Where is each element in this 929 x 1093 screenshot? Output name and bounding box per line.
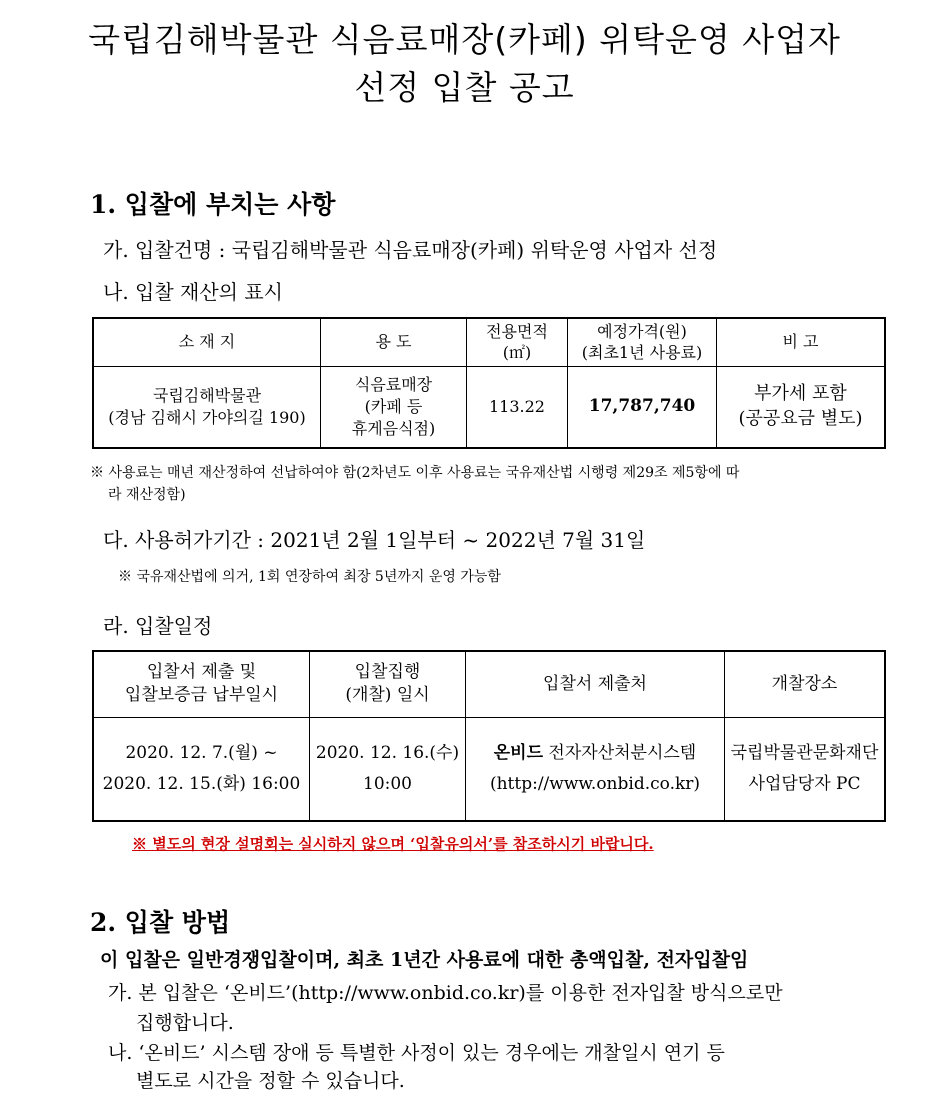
header-submission-line2: 입찰보증금 납부일시 xyxy=(124,685,279,706)
cell-destination xyxy=(466,717,725,821)
place-line1: 국립박물관문화재단 xyxy=(730,742,879,763)
page-title-line1: 국립김해박물관 식음료매장(카페) 위탁운영 사업자 xyxy=(88,20,841,59)
place-line2: 사업담당자 PC xyxy=(748,773,861,794)
schedule-table xyxy=(92,650,886,822)
property-table xyxy=(92,317,886,449)
header-price xyxy=(568,318,717,366)
header-note: 비 고 xyxy=(717,318,886,366)
cell-opening xyxy=(310,717,466,821)
section2-na-line2: 별도로 시간을 정할 수 있습니다. xyxy=(136,1070,405,1092)
onbid-url: (http://www.onbid.co.kr) xyxy=(489,773,701,794)
header-place: 개찰장소 xyxy=(725,651,886,717)
header-submission xyxy=(93,651,310,717)
header-area-unit: (㎡) xyxy=(502,343,532,363)
section2-ga-line2: 집행합니다. xyxy=(136,1012,234,1034)
red-notice: ※ 별도의 현장 설명회는 실시하지 않으며 ‘입찰유의서’를 참조하시기 바랍니다. xyxy=(132,835,654,853)
section2-bold-line: 이 입찰은 일반경쟁입찰이며, 최초 1년간 사용료에 대한 총액입찰, 전자입찰임 xyxy=(100,949,749,971)
item-ra: 라. 입찰일정 xyxy=(103,614,213,638)
item-da: 다. 사용허가기간 : 2021년 2월 1일부터 ~ 2022년 7월 31일 xyxy=(103,528,646,552)
cell-place xyxy=(725,717,886,821)
header-opening-line2: (개찰) 일시 xyxy=(345,685,430,706)
submission-end: 2020. 12. 15.(화) 16:00 xyxy=(102,773,301,794)
onbid-name: 온비드 xyxy=(493,742,544,763)
cell-use xyxy=(321,366,467,448)
cell-price: 17,787,740 xyxy=(568,366,717,448)
use-line3: 휴게음식점) xyxy=(351,418,436,438)
use-line1: 식음료매장 xyxy=(354,375,433,395)
opening-time: 10:00 xyxy=(363,773,412,794)
header-opening xyxy=(310,651,466,717)
header-area xyxy=(467,318,568,366)
note-line2: (공공요금 별도) xyxy=(738,407,863,429)
note1-line2: 라 재산정함) xyxy=(108,487,186,503)
item-ga: 가. 입찰건명 : 국립김해박물관 식음료매장(카페) 위탁운영 사업자 선정 xyxy=(103,238,718,262)
use-line2: (카페 등 xyxy=(364,396,423,416)
cell-location xyxy=(93,366,321,448)
submission-start: 2020. 12. 7.(월) ~ xyxy=(125,742,278,763)
section2-na-line1: 나. ‘온비드’ 시스템 장애 등 특별한 사정이 있는 경우에는 개찰일시 연기 등 xyxy=(108,1042,725,1064)
section2-ga-line1: 가. 본 입찰은 ‘온비드’(http://www.onbid.co.kr)를 이용한 전자입찰 방식으로만 xyxy=(108,982,783,1004)
note2: ※ 국유재산법에 의거, 1회 연장하여 최장 5년까지 운영 가능함 xyxy=(118,569,501,585)
location-line1: 국립김해박물관 xyxy=(152,386,262,406)
cell-submission xyxy=(93,717,310,821)
header-price-sub: (최초1년 사용료) xyxy=(581,343,703,363)
note-line1: 부가세 포함 xyxy=(754,383,847,405)
opening-date: 2020. 12. 16.(수) xyxy=(315,742,460,763)
note1-line1: ※ 사용료는 매년 재산정하여 선납하여야 함(2차년도 이후 사용료는 국유재산법 시행령 제29조 제5항에 따 xyxy=(90,465,740,481)
header-price-label: 예정가격(원) xyxy=(597,321,687,341)
destination-line1 xyxy=(466,742,724,765)
cell-area: 113.22 xyxy=(467,366,568,448)
page-title-line2: 선정 입찰 공고 xyxy=(354,68,575,107)
header-opening-line1: 입찰집행 xyxy=(354,662,421,683)
onbid-system: 전자자산처분시스템 xyxy=(543,742,697,763)
header-destination: 입찰서 제출처 xyxy=(466,651,725,717)
header-use: 용 도 xyxy=(321,318,467,366)
section1-heading: 1. 입찰에 부치는 사항 xyxy=(90,190,336,219)
cell-note xyxy=(717,366,886,448)
header-location: 소 재 지 xyxy=(93,318,321,366)
header-submission-line1: 입찰서 제출 및 xyxy=(146,662,257,683)
item-na: 나. 입찰 재산의 표시 xyxy=(103,280,283,304)
section2-heading: 2. 입찰 방법 xyxy=(90,908,231,937)
header-area-label: 전용면적 xyxy=(486,321,548,341)
location-line2: (경남 김해시 가야의길 190) xyxy=(108,407,306,427)
